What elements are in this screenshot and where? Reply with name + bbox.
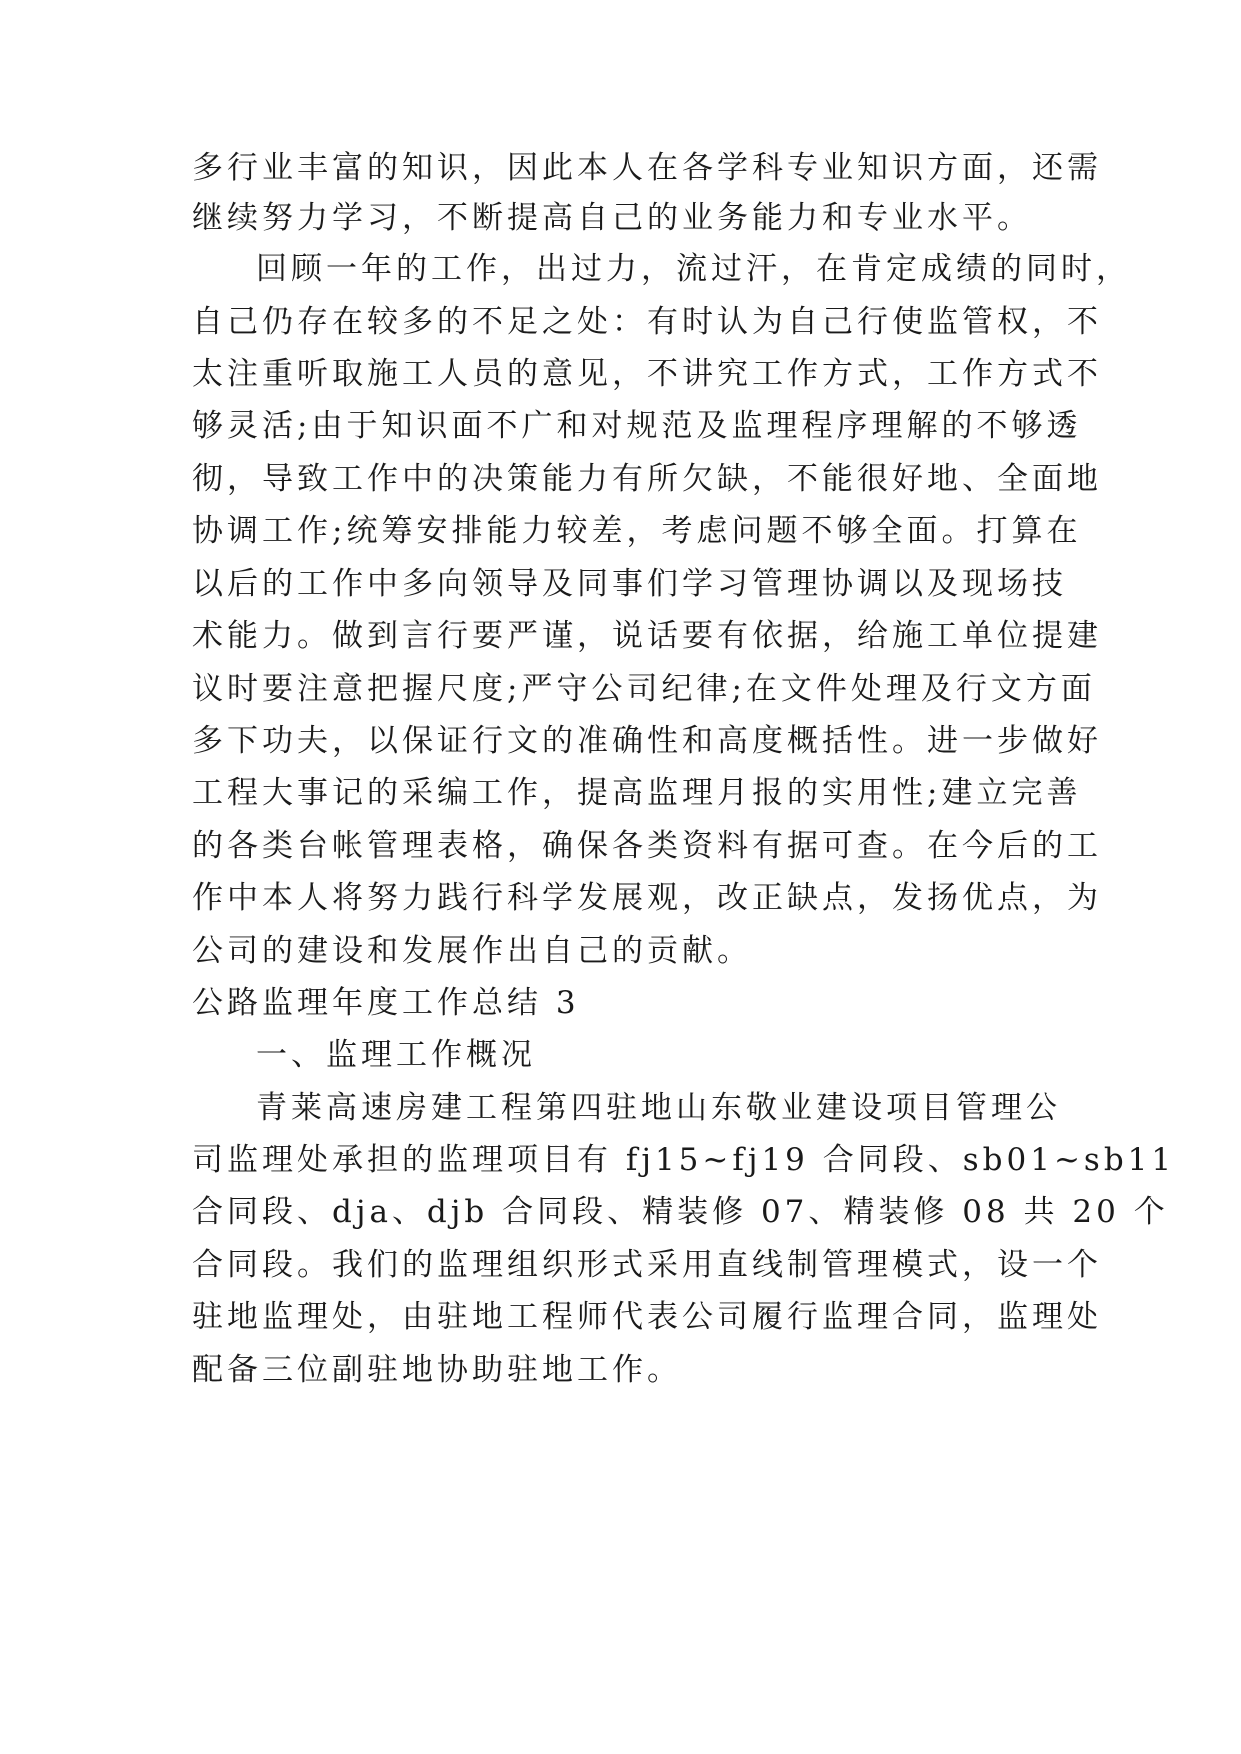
paragraph-line: 协调工作;统筹安排能力较差，考虑问题不够全面。打算在 xyxy=(192,513,1082,549)
paragraph-line: 议时要注意把握尺度;严守公司纪律;在文件处理及行文方面 xyxy=(192,671,1096,707)
paragraph-line: 够灵活;由于知识面不广和对规范及监理程序理解的不够透 xyxy=(192,408,1082,444)
paragraph-line: 驻地监理处，由驻地工程师代表公司履行监理合同，监理处 xyxy=(192,1299,1102,1335)
paragraph-line: 工程大事记的采编工作，提高监理月报的实用性;建立完善 xyxy=(192,775,1082,811)
paragraph-line: 太注重听取施工人员的意见，不讲究工作方式，工作方式不 xyxy=(192,356,1102,392)
paragraph-line: 司监理处承担的监理项目有 fj15~fj19 合同段、sb01~sb11 xyxy=(192,1142,1176,1178)
paragraph-line: 作中本人将努力践行科学发展观，改正缺点，发扬优点，为 xyxy=(192,880,1102,916)
paragraph-line: 合同段。我们的监理组织形式采用直线制管理模式，设一个 xyxy=(192,1247,1102,1283)
paragraph-line: 继续努力学习，不断提高自己的业务能力和专业水平。 xyxy=(192,200,1032,236)
paragraph-line: 青莱高速房建工程第四驻地山东敬业建设项目管理公 xyxy=(256,1090,1061,1126)
subsection-heading: 一、监理工作概况 xyxy=(256,1037,536,1073)
paragraph-line: 合同段、dja、djb 合同段、精装修 07、精装修 08 共 20 个 xyxy=(192,1194,1169,1230)
paragraph-line: 彻，导致工作中的决策能力有所欠缺，不能很好地、全面地 xyxy=(192,461,1102,497)
paragraph-line: 以后的工作中多向领导及同事们学习管理协调以及现场技 xyxy=(192,566,1067,602)
paragraph-line: 配备三位副驻地协助驻地工作。 xyxy=(192,1352,682,1388)
section-title: 公路监理年度工作总结 3 xyxy=(192,985,580,1021)
paragraph-line: 自己仍存在较多的不足之处：有时认为自己行使监管权，不 xyxy=(192,304,1102,340)
paragraph-line: 的各类台帐管理表格，确保各类资料有据可查。在今后的工 xyxy=(192,828,1102,864)
paragraph-line: 回顾一年的工作，出过力，流过汗，在肯定成绩的同时， xyxy=(256,251,1131,287)
paragraph-line: 多行业丰富的知识，因此本人在各学科专业知识方面，还需 xyxy=(192,150,1102,186)
paragraph-line: 公司的建设和发展作出自己的贡献。 xyxy=(192,933,752,969)
paragraph-line: 多下功夫，以保证行文的准确性和高度概括性。进一步做好 xyxy=(192,723,1102,759)
paragraph-line: 术能力。做到言行要严谨，说话要有依据，给施工单位提建 xyxy=(192,618,1102,654)
